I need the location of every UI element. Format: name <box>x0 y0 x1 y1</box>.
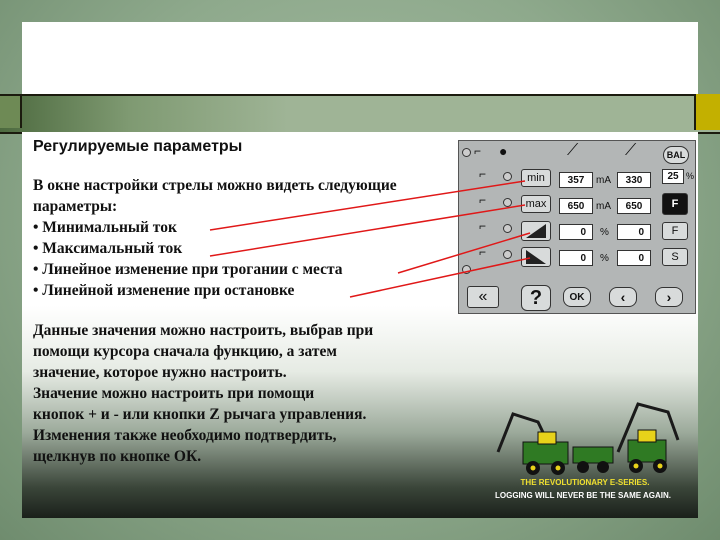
max-value-right[interactable]: 650 <box>617 198 651 214</box>
f-function-button[interactable]: F <box>662 193 688 215</box>
body-line: кнопок + и - или кнопки Z рычага управления. <box>33 406 367 423</box>
percent-unit: % <box>686 171 695 181</box>
min-value-left[interactable]: 357 <box>559 172 593 188</box>
max-label-button[interactable]: max <box>521 195 551 213</box>
body-line: помощи курсора сначала функцию, а затем <box>33 343 337 360</box>
body-line: Данные значения можно настроить, выбрав при <box>33 322 374 339</box>
body-line: значение, которое нужно настроить. <box>33 364 287 381</box>
function-icon: ⌐ <box>479 219 487 233</box>
chevron-right-icon[interactable]: › <box>655 287 683 307</box>
crane-left-icon: ⟋ <box>567 142 579 159</box>
pointer-line <box>210 181 525 230</box>
crane-right-icon: ⟋ <box>625 142 637 159</box>
selected-dot-icon: ● <box>499 143 508 159</box>
unit-label: mA <box>596 175 611 186</box>
body-line: щелкнув по кнопке ОК. <box>33 448 202 465</box>
ramp-start-value-right[interactable]: 0 <box>617 224 651 240</box>
back-double-chevron-icon[interactable]: « <box>467 286 499 308</box>
percent-value[interactable]: 25 <box>662 169 684 184</box>
function-icon: ⌐ <box>479 245 487 259</box>
ramp-start-value-left[interactable]: 0 <box>559 224 593 240</box>
section-heading: Регулируемые параметры <box>33 138 243 155</box>
min-label-button[interactable]: min <box>521 169 551 187</box>
bal-button[interactable]: BAL <box>663 146 689 164</box>
ramp-stop-value-right[interactable]: 0 <box>617 250 651 266</box>
ramp-stop-value-left[interactable]: 0 <box>559 250 593 266</box>
ok-button[interactable]: OK <box>563 287 591 307</box>
bullet-item: • Линейной изменение при остановке <box>33 282 295 299</box>
bullet-item: • Минимальный ток <box>33 219 177 236</box>
function-icon: ⌐ <box>479 167 487 181</box>
f-button[interactable]: F <box>662 222 688 240</box>
chevron-left-icon[interactable]: ‹ <box>609 287 637 307</box>
intro-text: В окне настройки стрелы можно видеть следующие параметры: <box>33 177 397 215</box>
body-line: Значение можно настроить при помощи <box>33 385 315 402</box>
ad-tagline-1: THE REVOLUTIONARY E-SERIES. <box>520 478 650 487</box>
unit-label: % <box>600 227 609 238</box>
max-value-left[interactable]: 650 <box>559 198 593 214</box>
bullet-item: • Линейное изменение при трогании с места <box>33 261 343 278</box>
boom-icon: ⌐ <box>474 144 482 158</box>
ad-tagline-2: LOGGING WILL NEVER BE THE SAME AGAIN. <box>494 491 671 500</box>
s-button[interactable]: S <box>662 248 688 266</box>
unit-label: mA <box>596 201 611 212</box>
body-line: Изменения также необходимо подтвердить, <box>33 427 337 444</box>
pointer-line <box>350 258 530 297</box>
bullet-item: • Максимальный ток <box>33 240 183 257</box>
function-icon: ⌐ <box>479 193 487 207</box>
unit-label: % <box>600 253 609 264</box>
pointer-line <box>398 233 530 273</box>
help-button[interactable]: ? <box>521 285 551 311</box>
min-value-right[interactable]: 330 <box>617 172 651 188</box>
